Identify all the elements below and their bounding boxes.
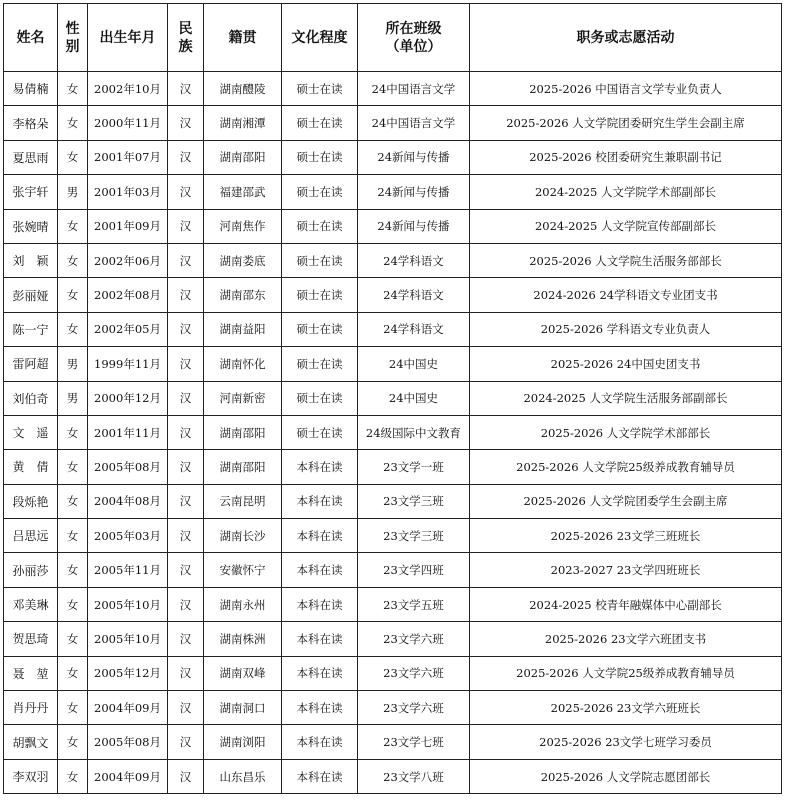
- cell-name: 张宇轩: [4, 175, 58, 209]
- cell-education: 本科在读: [282, 725, 358, 759]
- cell-birth: 2001年07月: [88, 140, 168, 174]
- cell-class: 24学科语文: [358, 278, 470, 312]
- cell-birth: 2005年10月: [88, 587, 168, 621]
- cell-role: 2024-2025 人文学院学术部副部长: [470, 175, 782, 209]
- cell-origin: 湖南邵阳: [204, 140, 282, 174]
- cell-role: 2025-2026 人文学院团委研究生学生会副主席: [470, 106, 782, 140]
- cell-birth: 1999年11月: [88, 347, 168, 381]
- header-name: 姓名: [4, 4, 58, 72]
- cell-gender: 女: [58, 519, 88, 553]
- cell-name: 易倩楠: [4, 72, 58, 106]
- cell-origin: 湖南浏阳: [204, 725, 282, 759]
- cell-class: 24中国语言文学: [358, 106, 470, 140]
- cell-class: 23文学七班: [358, 725, 470, 759]
- cell-education: 硕士在读: [282, 209, 358, 243]
- cell-role: 2024-2025 人文学院宣传部副部长: [470, 209, 782, 243]
- header-ethnicity-line-2: 族: [178, 38, 193, 55]
- cell-role: 2025-2026 23文学六班班长: [470, 691, 782, 725]
- cell-gender: 男: [58, 381, 88, 415]
- header-class: [358, 4, 470, 72]
- cell-origin: 福建邵武: [204, 175, 282, 209]
- cell-class: 23文学四班: [358, 553, 470, 587]
- table-row: [4, 519, 782, 553]
- cell-gender: 女: [58, 484, 88, 518]
- header-gender: [58, 4, 88, 72]
- cell-education: 本科在读: [282, 759, 358, 793]
- cell-birth: 2002年06月: [88, 243, 168, 277]
- cell-class: 23文学三班: [358, 484, 470, 518]
- cell-origin: 湖南怀化: [204, 347, 282, 381]
- header-row: [4, 4, 782, 72]
- cell-origin: 湖南邵阳: [204, 450, 282, 484]
- cell-class: 24中国史: [358, 347, 470, 381]
- header-role: 职务或志愿活动: [470, 4, 782, 72]
- header-ethnicity: [168, 4, 204, 72]
- cell-role: 2025-2026 24中国史团支书: [470, 347, 782, 381]
- cell-birth: 2002年10月: [88, 72, 168, 106]
- cell-origin: 湖南湘潭: [204, 106, 282, 140]
- cell-name: 雷阿超: [4, 347, 58, 381]
- cell-gender: 女: [58, 312, 88, 346]
- cell-ethnicity: 汉: [168, 759, 204, 793]
- cell-birth: 2005年12月: [88, 656, 168, 690]
- table-row: [4, 209, 782, 243]
- cell-gender: 男: [58, 175, 88, 209]
- header-birth: 出生年月: [88, 4, 168, 72]
- cell-ethnicity: 汉: [168, 209, 204, 243]
- cell-class: 24新闻与传播: [358, 175, 470, 209]
- table-row: [4, 622, 782, 656]
- cell-class: 23文学八班: [358, 759, 470, 793]
- cell-ethnicity: 汉: [168, 415, 204, 449]
- cell-birth: 2004年08月: [88, 484, 168, 518]
- header-ethnicity-line-1: 民: [178, 20, 193, 37]
- cell-gender: 女: [58, 278, 88, 312]
- cell-role: 2025-2026 人文学院学术部部长: [470, 415, 782, 449]
- cell-role: 2025-2026 校团委研究生兼职副书记: [470, 140, 782, 174]
- cell-gender: 女: [58, 691, 88, 725]
- cell-education: 硕士在读: [282, 175, 358, 209]
- cell-education: 硕士在读: [282, 381, 358, 415]
- table-row: [4, 381, 782, 415]
- cell-gender: 女: [58, 243, 88, 277]
- cell-gender: 女: [58, 450, 88, 484]
- cell-origin: 湖南邵阳: [204, 415, 282, 449]
- cell-ethnicity: 汉: [168, 312, 204, 346]
- header-gender-line-1: 性: [65, 20, 80, 37]
- roster-body: [4, 72, 782, 794]
- cell-class: 23文学三班: [358, 519, 470, 553]
- cell-class: 24学科语文: [358, 312, 470, 346]
- cell-name: 孙丽莎: [4, 553, 58, 587]
- cell-name: 李格朵: [4, 106, 58, 140]
- cell-name: 段烁艳: [4, 484, 58, 518]
- cell-origin: 湖南双峰: [204, 656, 282, 690]
- cell-class: 24新闻与传播: [358, 140, 470, 174]
- table-row: [4, 587, 782, 621]
- cell-education: 本科在读: [282, 519, 358, 553]
- table-row: [4, 415, 782, 449]
- cell-role: 2024-2026 24学科语文专业团支书: [470, 278, 782, 312]
- cell-gender: 女: [58, 553, 88, 587]
- cell-class: 24中国史: [358, 381, 470, 415]
- header-gender-line-2: 别: [65, 38, 80, 55]
- roster-table: [3, 3, 782, 794]
- cell-education: 硕士在读: [282, 278, 358, 312]
- cell-education: 本科在读: [282, 691, 358, 725]
- cell-ethnicity: 汉: [168, 622, 204, 656]
- cell-origin: 湖南永州: [204, 587, 282, 621]
- table-row: [4, 656, 782, 690]
- cell-education: 本科在读: [282, 622, 358, 656]
- cell-education: 本科在读: [282, 656, 358, 690]
- cell-name: 肖丹丹: [4, 691, 58, 725]
- cell-birth: 2001年11月: [88, 415, 168, 449]
- cell-gender: 女: [58, 656, 88, 690]
- cell-role: 2025-2026 23文学三班班长: [470, 519, 782, 553]
- cell-role: 2025-2026 人文学院25级养成教育辅导员: [470, 656, 782, 690]
- cell-ethnicity: 汉: [168, 587, 204, 621]
- cell-gender: 女: [58, 587, 88, 621]
- cell-role: 2025-2026 人文学院25级养成教育辅导员: [470, 450, 782, 484]
- cell-education: 本科在读: [282, 484, 358, 518]
- cell-origin: 湖南株洲: [204, 622, 282, 656]
- table-row: [4, 759, 782, 793]
- cell-role: 2024-2025 校青年融媒体中心副部长: [470, 587, 782, 621]
- cell-class: 24中国语言文学: [358, 72, 470, 106]
- cell-origin: 安徽怀宁: [204, 553, 282, 587]
- cell-origin: 湖南益阳: [204, 312, 282, 346]
- table-row: [4, 484, 782, 518]
- cell-role: 2025-2026 中国语言文学专业负责人: [470, 72, 782, 106]
- cell-ethnicity: 汉: [168, 72, 204, 106]
- cell-gender: 女: [58, 759, 88, 793]
- cell-name: 刘伯奇: [4, 381, 58, 415]
- cell-origin: 湖南娄底: [204, 243, 282, 277]
- header-class-line-1: 所在班级: [385, 20, 442, 37]
- cell-class: 23文学五班: [358, 587, 470, 621]
- cell-ethnicity: 汉: [168, 278, 204, 312]
- cell-name: 吕思远: [4, 519, 58, 553]
- cell-class: 24学科语文: [358, 243, 470, 277]
- cell-origin: 河南新密: [204, 381, 282, 415]
- cell-birth: 2000年11月: [88, 106, 168, 140]
- cell-class: 24新闻与传播: [358, 209, 470, 243]
- cell-origin: 湖南长沙: [204, 519, 282, 553]
- cell-name: 聂 堃: [4, 656, 58, 690]
- cell-class: 23文学六班: [358, 691, 470, 725]
- cell-name: 黄 倩: [4, 450, 58, 484]
- table-row: [4, 553, 782, 587]
- table-row: [4, 312, 782, 346]
- cell-education: 硕士在读: [282, 415, 358, 449]
- cell-name: 刘 颖: [4, 243, 58, 277]
- cell-origin: 河南焦作: [204, 209, 282, 243]
- header-origin: 籍贯: [204, 4, 282, 72]
- cell-education: 本科在读: [282, 553, 358, 587]
- cell-birth: 2002年05月: [88, 312, 168, 346]
- cell-role: 2025-2026 学科语文专业负责人: [470, 312, 782, 346]
- cell-birth: 2002年08月: [88, 278, 168, 312]
- cell-origin: 山东昌乐: [204, 759, 282, 793]
- cell-name: 邓美琳: [4, 587, 58, 621]
- cell-ethnicity: 汉: [168, 140, 204, 174]
- cell-ethnicity: 汉: [168, 725, 204, 759]
- cell-birth: 2005年10月: [88, 622, 168, 656]
- cell-birth: 2005年11月: [88, 553, 168, 587]
- cell-education: 本科在读: [282, 450, 358, 484]
- table-row: [4, 347, 782, 381]
- cell-name: 彭丽娅: [4, 278, 58, 312]
- cell-origin: 湖南邵东: [204, 278, 282, 312]
- cell-ethnicity: 汉: [168, 175, 204, 209]
- cell-ethnicity: 汉: [168, 381, 204, 415]
- table-row: [4, 450, 782, 484]
- table-row: [4, 140, 782, 174]
- cell-education: 硕士在读: [282, 140, 358, 174]
- cell-ethnicity: 汉: [168, 450, 204, 484]
- cell-ethnicity: 汉: [168, 553, 204, 587]
- cell-name: 李双羽: [4, 759, 58, 793]
- cell-education: 硕士在读: [282, 347, 358, 381]
- cell-name: 胡飘文: [4, 725, 58, 759]
- cell-education: 硕士在读: [282, 106, 358, 140]
- cell-ethnicity: 汉: [168, 656, 204, 690]
- cell-name: 夏思雨: [4, 140, 58, 174]
- cell-class: 23文学六班: [358, 622, 470, 656]
- cell-name: 贺思琦: [4, 622, 58, 656]
- cell-birth: 2005年03月: [88, 519, 168, 553]
- cell-ethnicity: 汉: [168, 519, 204, 553]
- cell-role: 2025-2026 人文学院团委学生会副主席: [470, 484, 782, 518]
- cell-role: 2025-2026 人文学院志愿团部长: [470, 759, 782, 793]
- table-row: [4, 691, 782, 725]
- cell-role: 2025-2026 23文学六班团支书: [470, 622, 782, 656]
- cell-birth: 2001年03月: [88, 175, 168, 209]
- cell-birth: 2001年09月: [88, 209, 168, 243]
- cell-gender: 女: [58, 622, 88, 656]
- cell-gender: 女: [58, 725, 88, 759]
- cell-origin: 云南昆明: [204, 484, 282, 518]
- table-row: [4, 725, 782, 759]
- cell-ethnicity: 汉: [168, 691, 204, 725]
- cell-gender: 女: [58, 209, 88, 243]
- cell-education: 硕士在读: [282, 312, 358, 346]
- cell-class: 23文学六班: [358, 656, 470, 690]
- cell-name: 陈一宁: [4, 312, 58, 346]
- cell-origin: 湖南洞口: [204, 691, 282, 725]
- cell-birth: 2005年08月: [88, 450, 168, 484]
- cell-ethnicity: 汉: [168, 243, 204, 277]
- cell-gender: 男: [58, 347, 88, 381]
- cell-birth: 2000年12月: [88, 381, 168, 415]
- cell-role: 2025-2026 23文学七班学习委员: [470, 725, 782, 759]
- cell-role: 2023-2027 23文学四班班长: [470, 553, 782, 587]
- cell-role: 2024-2025 人文学院生活服务部副部长: [470, 381, 782, 415]
- header-education: 文化程度: [282, 4, 358, 72]
- table-row: [4, 106, 782, 140]
- table-row: [4, 175, 782, 209]
- table-row: [4, 278, 782, 312]
- cell-name: 张婉晴: [4, 209, 58, 243]
- cell-ethnicity: 汉: [168, 106, 204, 140]
- table-row: [4, 243, 782, 277]
- cell-birth: 2005年08月: [88, 725, 168, 759]
- header-class-line-2: （单位）: [385, 38, 442, 55]
- cell-birth: 2004年09月: [88, 759, 168, 793]
- cell-class: 24级国际中文教育: [358, 415, 470, 449]
- cell-origin: 湖南醴陵: [204, 72, 282, 106]
- cell-gender: 女: [58, 72, 88, 106]
- cell-ethnicity: 汉: [168, 347, 204, 381]
- cell-education: 硕士在读: [282, 72, 358, 106]
- table-row: [4, 72, 782, 106]
- cell-class: 23文学一班: [358, 450, 470, 484]
- cell-birth: 2004年09月: [88, 691, 168, 725]
- cell-ethnicity: 汉: [168, 484, 204, 518]
- cell-gender: 女: [58, 415, 88, 449]
- cell-gender: 女: [58, 140, 88, 174]
- cell-name: 文 遥: [4, 415, 58, 449]
- cell-education: 硕士在读: [282, 243, 358, 277]
- cell-role: 2025-2026 人文学院生活服务部部长: [470, 243, 782, 277]
- cell-gender: 女: [58, 106, 88, 140]
- cell-education: 本科在读: [282, 587, 358, 621]
